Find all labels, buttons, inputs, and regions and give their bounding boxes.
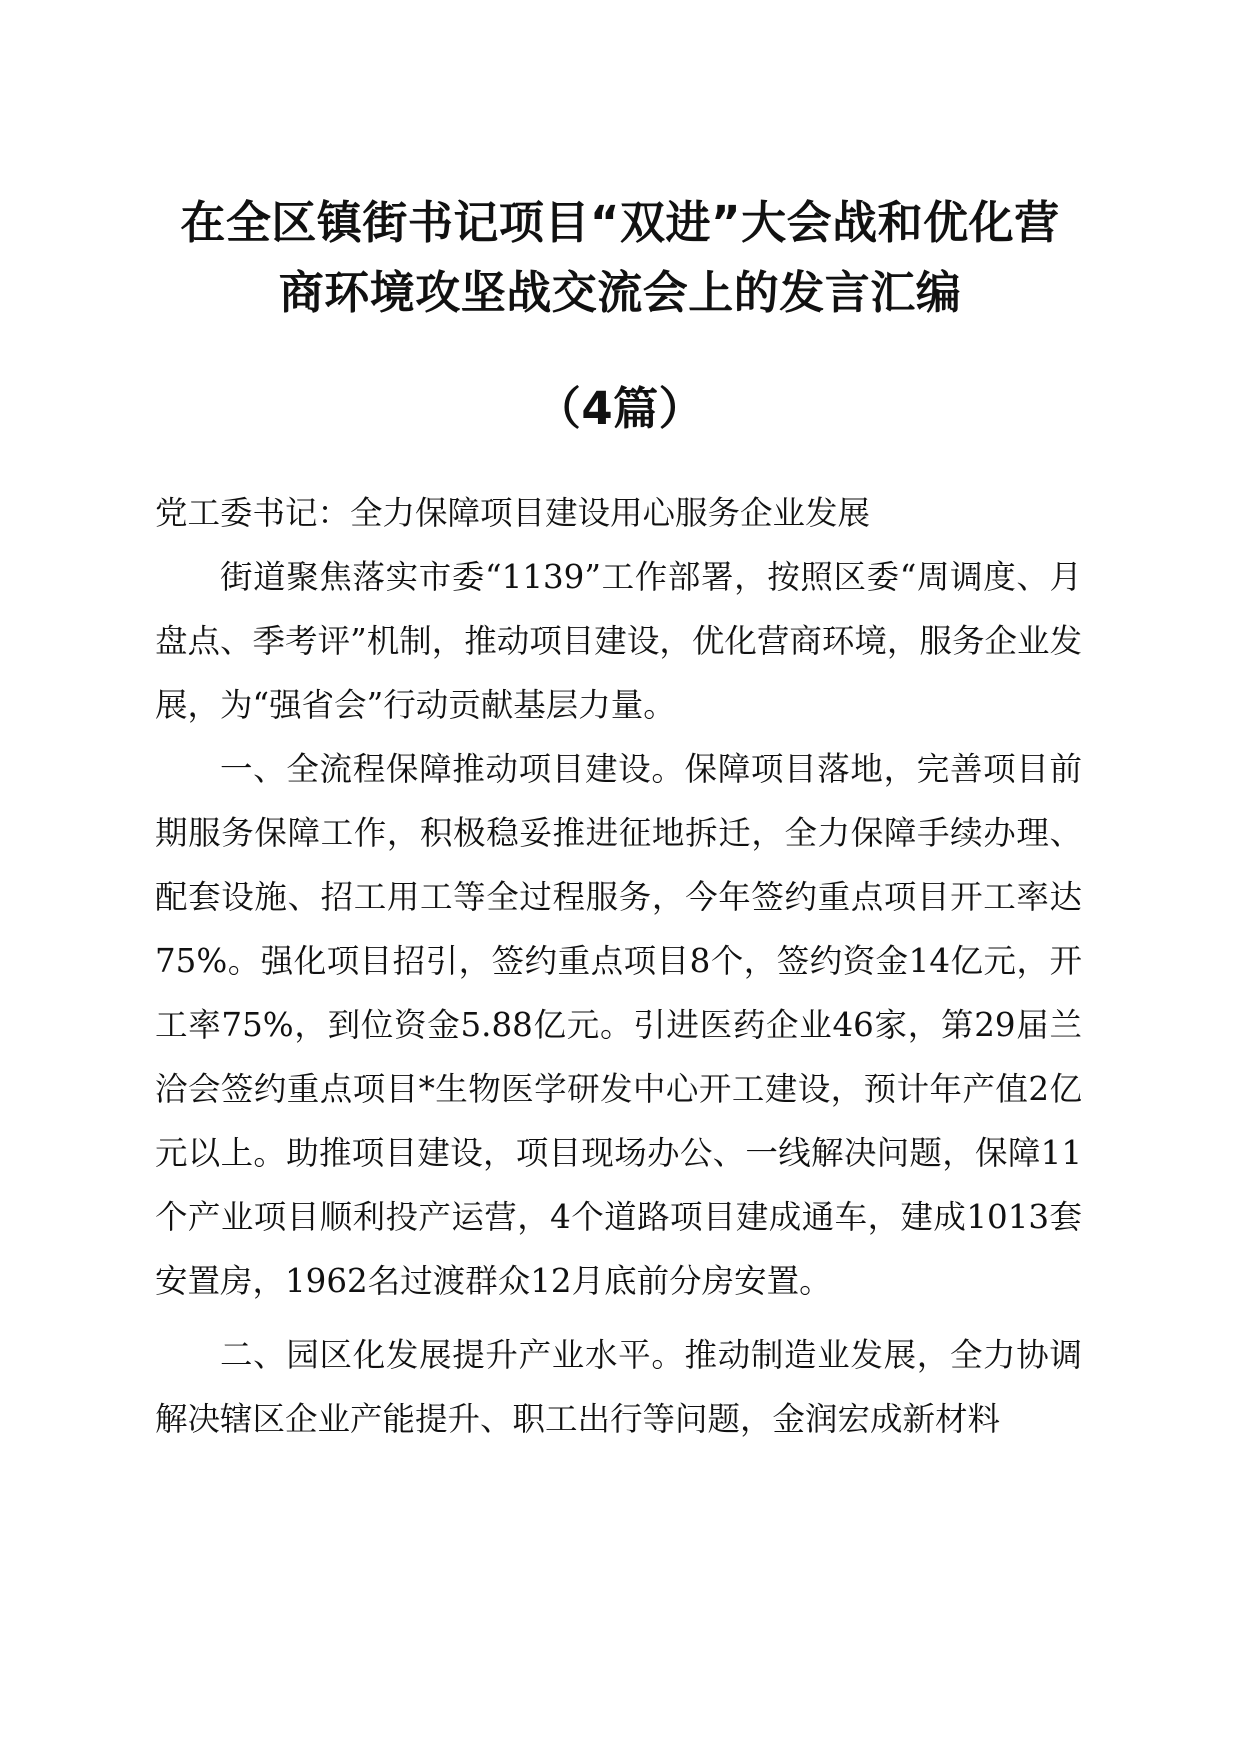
paragraph-intro: 街道聚焦落实市委“1139”工作部署，按照区委“周调度、月盘点、季考评”机制，推动项目建设，优化营商环境，服务企业发展，为“强省会”行动贡献基层力量。	[155, 558, 1082, 724]
paragraph-section-one: 一、全流程保障推动项目建设。保障项目落地，完善项目前期服务保障工作，积极稳妥推进征地拆迁，全力保障手续办理、配套设施、招工用工等全过程服务，今年签约重点项目开工率达75%。强化项目招引，签约重点项目8个，签约资金14亿元，开工率75%，到位资金5.88亿元。引进医药企业46家，第29届兰洽会签约重点项目*生物医学研发中心开工建设，预计年产值2亿元以上。助推项目建设，项目现场办公、一线解决问题，保障11个产业项目顺利投产运营，4个道路项目建成通车，建成1013套安置房，1962名过渡群众12月底前分房安置。	[155, 750, 1082, 1300]
section-subheading: 党工委书记：全力保障项目建设用心服务企业发展	[155, 494, 871, 532]
paragraph-section-two: 二、园区化发展提升产业水平。推动制造业发展，全力协调解决辖区企业产能提升、职工出行等问题，金润宏成新材料	[155, 1336, 1082, 1438]
title-line-1: 在全区镇街书记项目“双进”大会战和优化营	[180, 196, 1060, 249]
title-line-3: （4篇）	[535, 382, 705, 435]
document-body	[155, 481, 1082, 1451]
title-line-2: 商环境攻坚战交流会上的发言汇编	[278, 266, 962, 319]
